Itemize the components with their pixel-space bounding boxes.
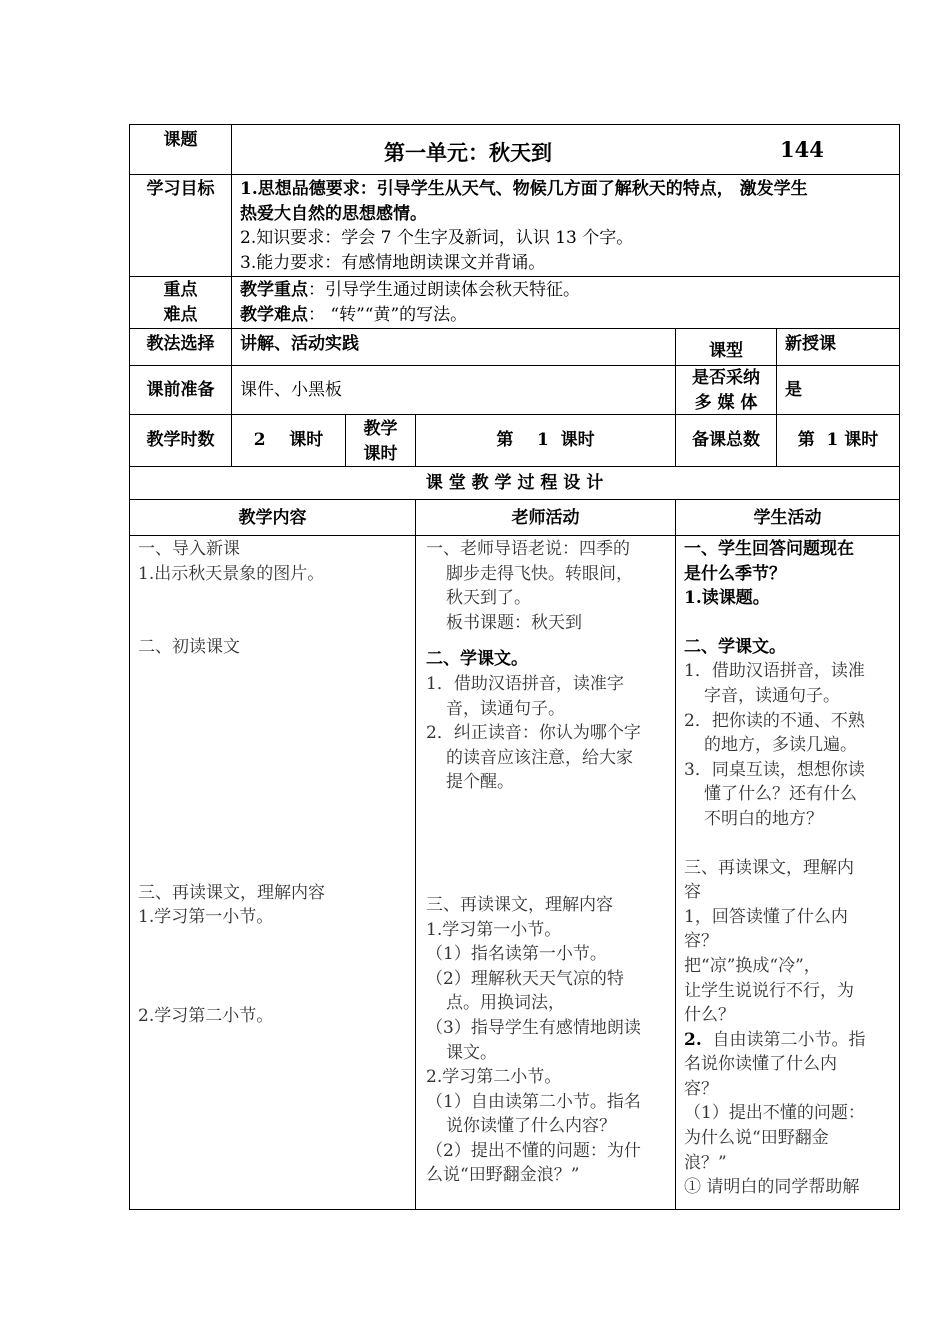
teacher-line: 板书课题：秋天到: [446, 612, 582, 633]
student-line: 不明白的地方？: [704, 808, 823, 829]
content-line: 三、再读课文，理解内容: [138, 882, 325, 903]
student-line: 是什么季节？: [684, 563, 786, 584]
student-line: 容？: [684, 931, 718, 952]
teacher-line: 一、老师导语老说：四季的: [426, 539, 630, 559]
teacher-line: 的读音应该注意，给大家: [446, 747, 633, 768]
teacher-line: 1.学习第一小节。: [426, 919, 562, 940]
student-line: 的地方，多读几遍。: [704, 735, 857, 756]
content-header: 教学内容: [238, 508, 307, 528]
objective-1a: 1.思想品德要求：引导学生从天气、物候几方面了解秋天的特点， 激发学生: [240, 179, 808, 199]
teach-label-2: 课时: [363, 443, 398, 464]
content-line: 2.学习第二小节。: [138, 1005, 274, 1026]
objectives-row: [130, 175, 899, 277]
student-line: 1，回答读懂了什么内: [684, 906, 848, 927]
student-line: 让学生说说行不行，为: [684, 980, 854, 1001]
student-line: 容？: [684, 1078, 718, 1099]
prep-value: 课件、小黑板: [240, 380, 342, 400]
content-line: 二、初读课文: [138, 637, 240, 658]
objectives-text: [232, 175, 899, 276]
teacher-line: 三、再读课文，理解内容: [426, 894, 613, 915]
teacher-line: 2．纠正读音：你认为哪个字: [426, 723, 641, 744]
objective-1b: 热爱大自然的思想感情。: [240, 203, 427, 224]
teacher-line: 1．借助汉语拼音，读准字: [426, 673, 624, 694]
student-line: （1）提出不懂的问题：: [684, 1103, 865, 1124]
media-value-cell: [777, 366, 899, 414]
teach-value-cell: [416, 415, 676, 466]
teacher-line: 秋天到了。: [446, 588, 531, 609]
student-line: 字音，读通句子。: [704, 685, 840, 706]
teach-label-1: 教学: [363, 419, 398, 439]
media-label-2: 多 媒 体: [694, 392, 758, 413]
hours-value: 2 课时: [253, 430, 324, 450]
prep-label: 课前准备: [146, 380, 215, 400]
student-column: [676, 536, 899, 1209]
teacher-line: 课文。: [446, 1042, 497, 1063]
student-line: 懂了什么？还有什么: [704, 784, 857, 805]
objectives-label: 学习目标: [146, 179, 215, 199]
student-line: 自由读第二小节。指: [701, 1029, 866, 1050]
student-line: 二、学课文。: [684, 636, 786, 657]
teach-value: 第 1 课时: [496, 430, 595, 450]
teacher-line: 音，读通句子。: [446, 698, 565, 719]
lesson-title: 第一单元：秋天到: [384, 140, 552, 165]
student-line: 为什么说“田野翻金: [684, 1128, 829, 1149]
difficulty-point-label: 教学难点: [240, 304, 308, 325]
student-line-number: 2.: [684, 1029, 702, 1050]
objectives-label-cell: [130, 175, 232, 276]
teacher-column: [416, 536, 676, 1209]
difficulty-point-text: ： “转”“黄”的写法。: [308, 304, 468, 325]
type-value: 新授课: [785, 334, 836, 354]
method-value: 讲解、活动实践: [240, 334, 359, 354]
student-line: 名说你读懂了什么内: [684, 1054, 837, 1075]
difficulty-label: 难点: [163, 304, 198, 325]
media-label-cell: [676, 366, 777, 414]
student-line: 1．借助汉语拼音，读准: [684, 661, 865, 682]
key-points-row: [130, 277, 899, 329]
content-header-cell: [130, 500, 416, 535]
teacher-line: 脚步走得飞快。转眼间，: [446, 563, 633, 584]
method-label: 教法选择: [146, 334, 215, 354]
student-line: 1.读课题。: [684, 588, 770, 609]
hours-row: [130, 415, 899, 467]
teach-label-cell: [346, 415, 416, 466]
prep-row: [130, 366, 899, 415]
topic-label-cell: [130, 125, 232, 174]
teacher-line: 提个醒。: [446, 772, 514, 793]
teacher-line: 2.学习第二小节。: [426, 1067, 562, 1088]
teacher-header-cell: [416, 500, 676, 535]
teacher-line: （2）理解秋天天气凉的特: [426, 968, 624, 989]
type-label: 课型: [709, 341, 743, 361]
teacher-line: （2）提出不懂的问题：为什: [426, 1140, 641, 1161]
key-point-label: 教学重点: [240, 280, 308, 300]
content-line: 1.出示秋天景象的图片。: [138, 563, 325, 584]
type-value-cell: [777, 329, 899, 365]
media-label-1: 是否采纳: [692, 368, 760, 388]
student-line: 把“凉”换成“冷”，: [684, 955, 821, 976]
key-points-text: [232, 277, 899, 328]
student-line: 一、学生回答问题现在: [684, 539, 854, 559]
teacher-line: 点。用换词法，: [446, 993, 565, 1014]
total-value-cell: [777, 415, 899, 466]
prep-value-cell: [232, 366, 676, 414]
student-line: 三、再读课文，理解内: [684, 857, 854, 878]
student-header-cell: [676, 500, 899, 535]
teacher-line: 么说“田野翻金浪？”: [426, 1165, 580, 1186]
teacher-line: （1）指名读第一小节。: [426, 944, 607, 965]
student-line: 3．同桌互读，想想你读: [684, 759, 865, 780]
process-body-row: [130, 536, 899, 1209]
student-header: 学生活动: [753, 508, 822, 528]
hours-label-cell: [130, 415, 232, 466]
teacher-line: （1）自由读第二小节。指名: [426, 1091, 641, 1112]
topic-row: [130, 125, 899, 175]
teacher-header: 老师活动: [511, 508, 580, 528]
topic-value-cell: [232, 125, 899, 174]
total-label-cell: [676, 415, 777, 466]
content-line: 1.学习第一小节。: [138, 907, 274, 928]
teacher-line: 二、学课文。: [426, 649, 528, 670]
total-label: 备课总数: [692, 430, 760, 450]
media-value: 是: [785, 380, 802, 400]
process-title-row: [130, 467, 899, 500]
process-header-row: [130, 500, 899, 536]
hours-label: 教学时数: [146, 430, 215, 450]
student-line: 什么？: [684, 1005, 735, 1026]
content-line: 一、导入新课: [138, 539, 240, 559]
method-label-cell: [130, 329, 232, 365]
objective-2: 2.知识要求：学会 7 个生字及新词，认识 13 个字。: [240, 228, 634, 249]
student-line: 2．把你读的不通、不熟: [684, 710, 865, 731]
student-line: 浪？”: [684, 1152, 727, 1173]
hours-value-cell: [232, 415, 346, 466]
prep-label-cell: [130, 366, 232, 414]
content-column: [130, 536, 416, 1209]
method-row: [130, 329, 899, 366]
objective-3: 3.能力要求：有感情地朗读课文并背诵。: [240, 252, 546, 273]
key-label: 重点: [163, 280, 198, 300]
type-label-cell: [676, 329, 777, 365]
method-value-cell: [232, 329, 676, 365]
student-line: 容: [684, 882, 701, 903]
teacher-line: 说你读懂了什么内容？: [446, 1116, 616, 1137]
lesson-plan-table: [129, 124, 900, 1210]
teacher-line: （3）指导学生有感情地朗读: [426, 1017, 641, 1038]
process-title: 课 堂 教 学 过 程 设 计: [425, 473, 604, 493]
key-points-label-cell: [130, 277, 232, 328]
page-number: 144: [780, 137, 824, 162]
key-point-text: ：引导学生通过朗读体会秋天特征。: [308, 280, 580, 300]
student-line: ① 请明白的同学帮助解: [684, 1177, 860, 1198]
topic-label: 课题: [163, 130, 198, 150]
total-value: 第 1 课时: [797, 430, 879, 450]
